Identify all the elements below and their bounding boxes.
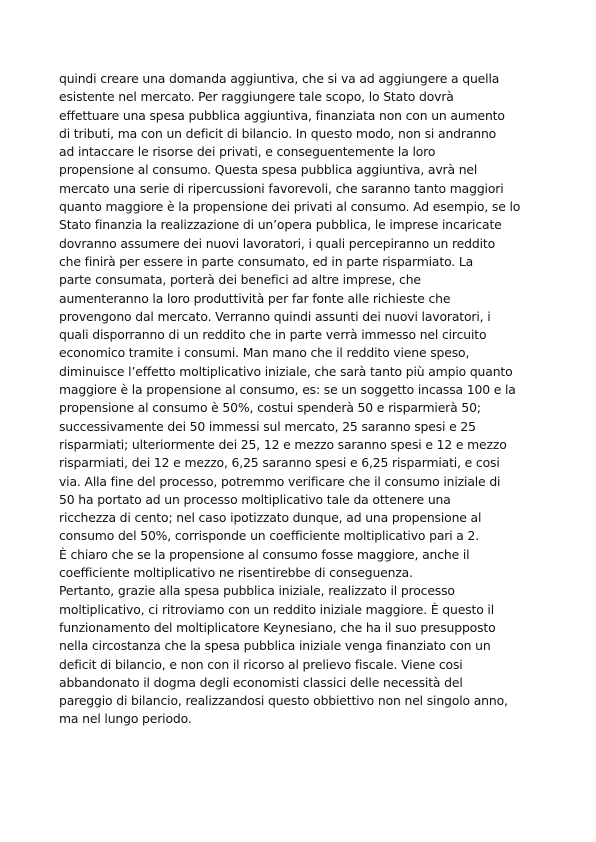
text-line: funzionamento del moltiplicatore Keynesiano, che ha il suo presupposto (59, 619, 496, 635)
text-line: economico tramite i consumi. Man mano che il reddito viene speso, (59, 345, 470, 361)
text-line: successivamente dei 50 immessi sul mercato, 25 saranno spesi e 25 (59, 418, 476, 434)
text-line: consumo del 50%, corrisponde un coefficiente moltiplicativo pari a 2. (59, 528, 480, 544)
text-line: Stato finanzia la realizzazione di un’opera pubblica, le imprese incaricate (59, 217, 502, 233)
text-line: via. Alla fine del processo, potremmo verificare che il consumo iniziale di (59, 473, 501, 489)
text-line: diminuisce l’effetto moltiplicativo iniziale, che sarà tanto più ampio quanto (59, 363, 513, 379)
text-line: maggiore è la propensione al consumo, es: se un soggetto incassa 100 e la (59, 382, 516, 398)
text-line: risparmiati, dei 12 e mezzo, 6,25 saranno spesi e 6,25 risparmiati, e cosi (59, 455, 500, 471)
text-line: esistente nel mercato. Per raggiungere tale scopo, lo Stato dovrà (59, 89, 454, 105)
text-line: ad intaccare le risorse dei privati, e conseguentemente la loro (59, 144, 436, 160)
text-line: coefficiente moltiplicativo ne risentirebbe di conseguenza. (59, 565, 413, 581)
text-line: Pertanto, grazie alla spesa pubblica iniziale, realizzato il processo (59, 583, 455, 599)
text-line: pareggio di bilancio, realizzandosi questo obbiettivo non nel singolo anno, (59, 693, 508, 709)
text-line: provengono dal mercato. Verranno quindi assunti dei nuovi lavoratori, i (59, 308, 491, 324)
text-line: dovranno assumere dei nuovi lavoratori, i quali percepiranno un reddito (59, 235, 496, 251)
text-line: abbandonato il dogma degli economisti classici delle necessità del (59, 674, 463, 690)
text-line: deficit di bilancio, e non con il ricorso al prelievo fiscale. Viene cosi (59, 656, 463, 672)
text-line: ricchezza di cento; nel caso ipotizzato dunque, ad una propensione al (59, 510, 482, 526)
text-line: quali disporranno di un reddito che in parte verrà immesso nel circuito (59, 327, 487, 343)
text-line: nella circostanza che la spesa pubblica iniziale venga finanziato con un (59, 638, 491, 654)
text-line: di tributi, ma con un deficit di bilancio. In questo modo, non si andranno (59, 125, 497, 141)
document-body (59, 70, 554, 729)
text-line: moltiplicativo, ci ritroviamo con un reddito iniziale maggiore. È questo il (59, 601, 495, 617)
text-line: È chiaro che se la propensione al consumo fosse maggiore, anche il (59, 546, 470, 562)
text-line: 50 ha portato ad un processo moltiplicativo tale da ottenere una (59, 491, 451, 507)
text-line: che finirà per essere in parte consumato, ed in parte risparmiato. La (59, 253, 474, 269)
text-line: ma nel lungo periodo. (59, 711, 192, 727)
text-line: aumenteranno la loro produttività per far fonte alle richieste che (59, 290, 451, 306)
text-line: quindi creare una domanda aggiuntiva, che si va ad aggiungere a quella (59, 71, 500, 86)
text-line: propensione al consumo. Questa spesa pubblica aggiuntiva, avrà nel (59, 162, 478, 178)
text-line: quanto maggiore è la propensione dei privati al consumo. Ad esempio, se lo (59, 199, 521, 215)
text-line: effettuare una spesa pubblica aggiuntiva, finanziata non con un aumento (59, 107, 505, 123)
text-line: parte consumata, porterà dei benefici ad altre imprese, che (59, 272, 421, 288)
text-line: mercato una serie di ripercussioni favorevoli, che saranno tanto maggiori (59, 180, 504, 196)
text-line: propensione al consumo è 50%, costui spenderà 50 e risparmierà 50; (59, 400, 481, 416)
text-line: risparmiati; ulteriormente dei 25, 12 e mezzo saranno spesi e 12 e mezzo (59, 436, 507, 452)
